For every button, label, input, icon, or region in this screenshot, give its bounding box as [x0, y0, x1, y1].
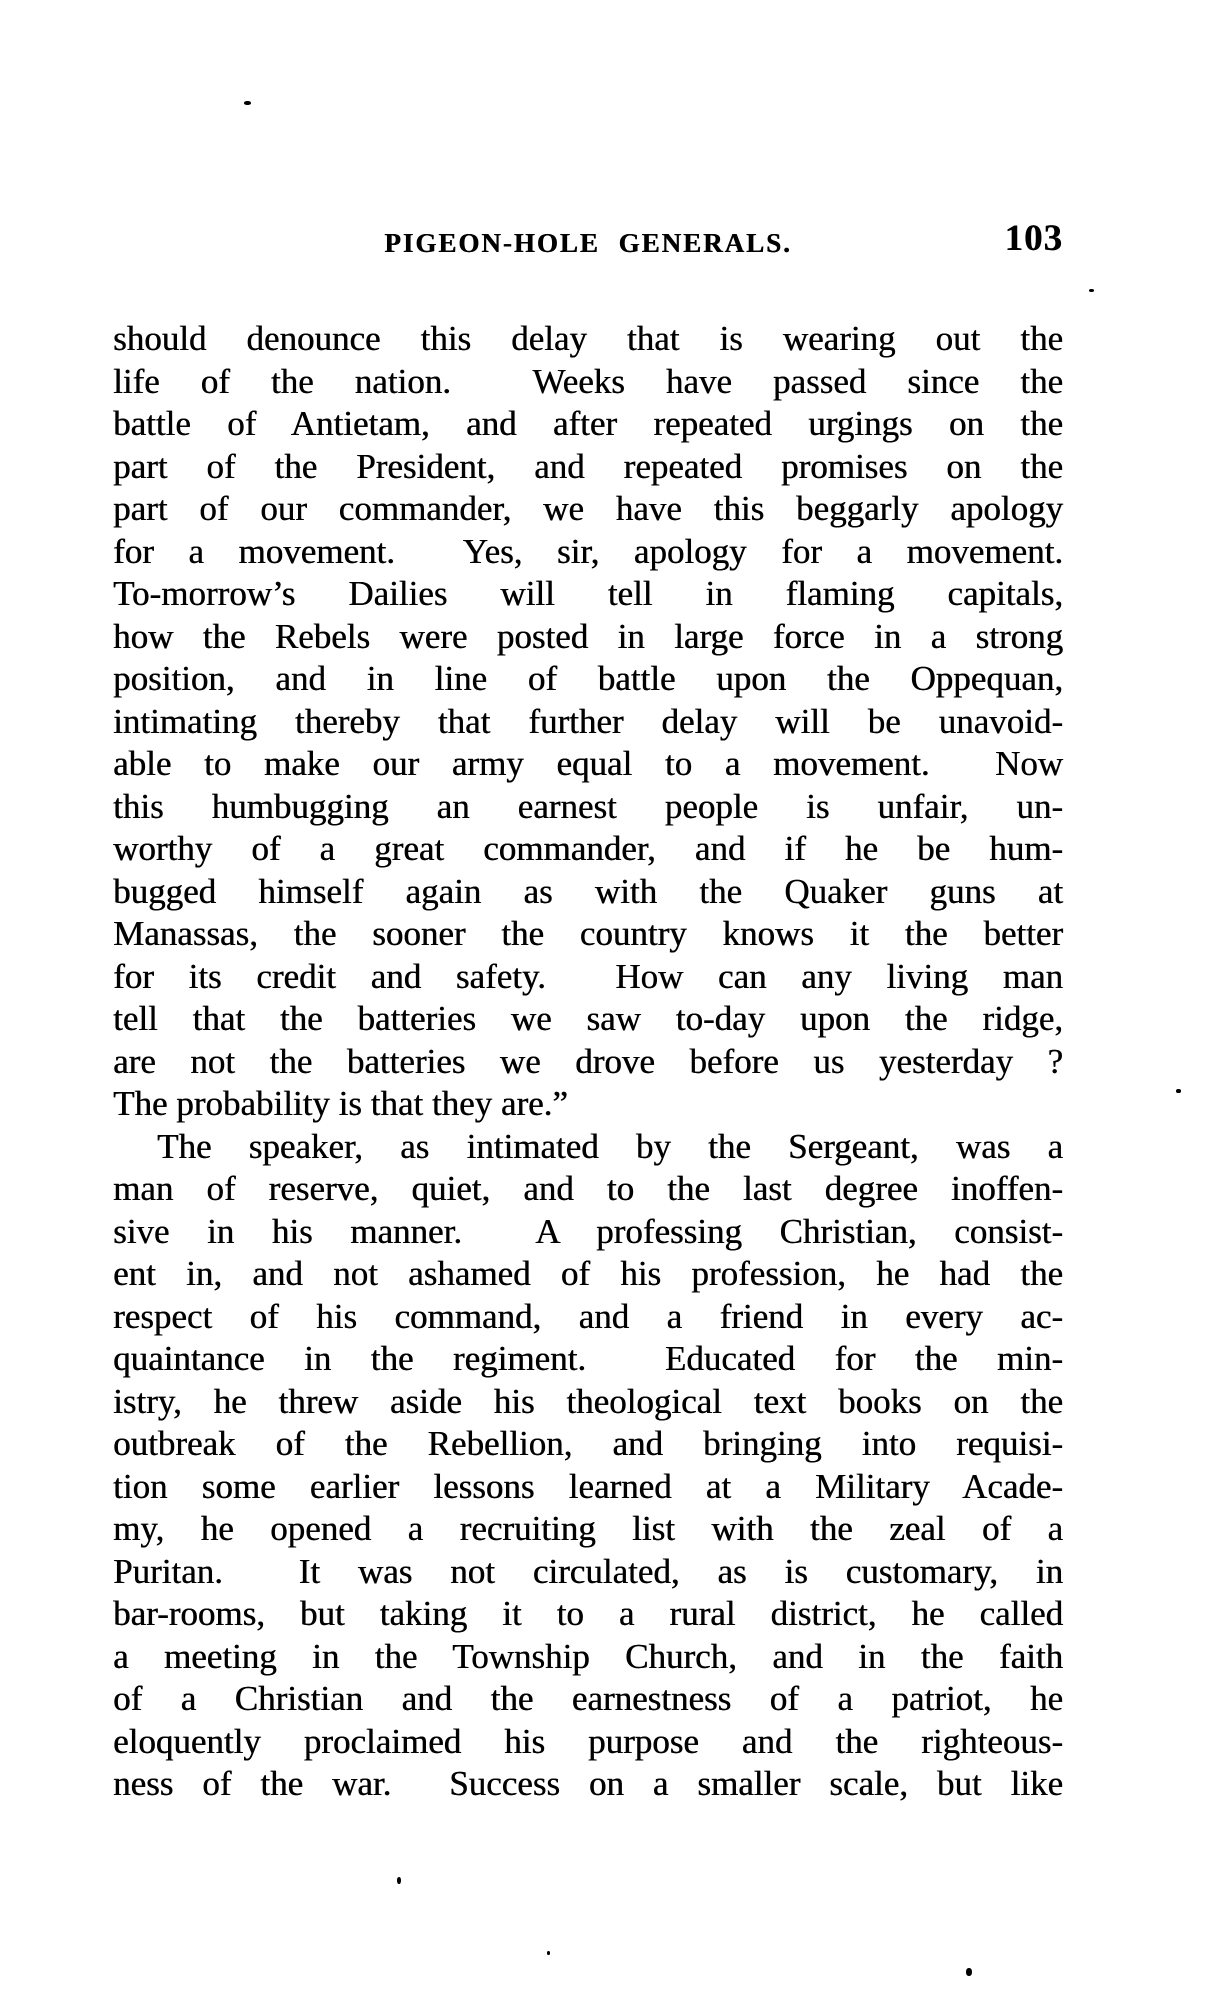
text-line: this humbugging an earnest people is unfair, un- [113, 786, 1063, 826]
text-line: respect of his command, and a friend in every ac- [113, 1296, 1063, 1336]
text-line: position, and in line of battle upon the Oppequan, [113, 659, 1063, 698]
text-line: ent in, and not ashamed of his profession, he had the [113, 1254, 1063, 1293]
text-line: eloquently proclaimed his purpose and the righteous- [113, 1721, 1063, 1761]
text-line: Puritan. It was not circulated, as is customary, in [113, 1551, 1063, 1591]
text-line: a meeting in the Township Church, and in the faith [113, 1636, 1063, 1676]
ink-speck [397, 1877, 401, 1884]
text-line: life of the nation. Weeks have passed since the [113, 361, 1063, 401]
text-line: bugged himself again as with the Quaker guns at [113, 871, 1063, 911]
text-line: able to make our army equal to a movement. Now [113, 744, 1063, 783]
text-line: how the Rebels were posted in large force in a strong [113, 616, 1063, 656]
text-line: battle of Antietam, and after repeated urgings on the [113, 404, 1063, 443]
text-line: sive in his manner. A professing Christian, consist- [113, 1211, 1063, 1251]
text-line: tion some earlier lessons learned at a Military Acade- [113, 1466, 1063, 1506]
running-head [113, 218, 1063, 264]
running-title: PIGEON-HOLE GENERALS. [384, 228, 792, 258]
text-line: The speaker, as intimated by the Sergeant, was a [157, 1126, 1063, 1166]
text-line: of a Christian and the earnestness of a patriot, he [113, 1679, 1063, 1718]
page-number: 103 [1004, 218, 1063, 259]
ink-speck [1089, 289, 1094, 292]
text-line: istry, he threw aside his theological text books on the [113, 1381, 1063, 1421]
text-line: The probability is that they are.” [113, 1084, 568, 1123]
ink-speck [966, 1968, 972, 1976]
ink-speck [1176, 1089, 1181, 1093]
text-line: are not the batteries we drove before us yesterday ? [113, 1041, 1063, 1081]
text-line: quaintance in the regiment. Educated for the min- [113, 1339, 1063, 1378]
text-line: ness of the war. Success on a smaller scale, but like [113, 1764, 1063, 1803]
text-line: bar-rooms, but taking it to a rural district, he called [113, 1594, 1063, 1633]
text-line: worthy of a great commander, and if he be hum- [113, 829, 1063, 868]
text-line: Manassas, the sooner the country knows it the better [113, 914, 1063, 953]
text-line: tell that the batteries we saw to-day upon the ridge, [113, 999, 1063, 1038]
text-line: for its credit and safety. How can any living man [113, 956, 1063, 996]
text-line: man of reserve, quiet, and to the last degree inoffen- [113, 1169, 1063, 1208]
text-line: outbreak of the Rebellion, and bringing into requisi- [113, 1424, 1063, 1463]
text-line: for a movement. Yes, sir, apology for a movement. [113, 531, 1063, 571]
body-text [113, 318, 1063, 1806]
ink-speck [244, 101, 251, 105]
text-line: part of our commander, we have this beggarly apology [113, 489, 1063, 528]
text-line: intimating thereby that further delay will be unavoid- [113, 701, 1063, 741]
text-line: should denounce this delay that is wearing out the [113, 319, 1063, 358]
ink-speck [547, 1951, 550, 1955]
text-line: part of the President, and repeated promises on the [113, 446, 1063, 486]
text-line: my, he opened a recruiting list with the zeal of a [113, 1509, 1063, 1548]
text-line: To-morrow’s Dailies will tell in flaming capitals, [113, 574, 1063, 613]
